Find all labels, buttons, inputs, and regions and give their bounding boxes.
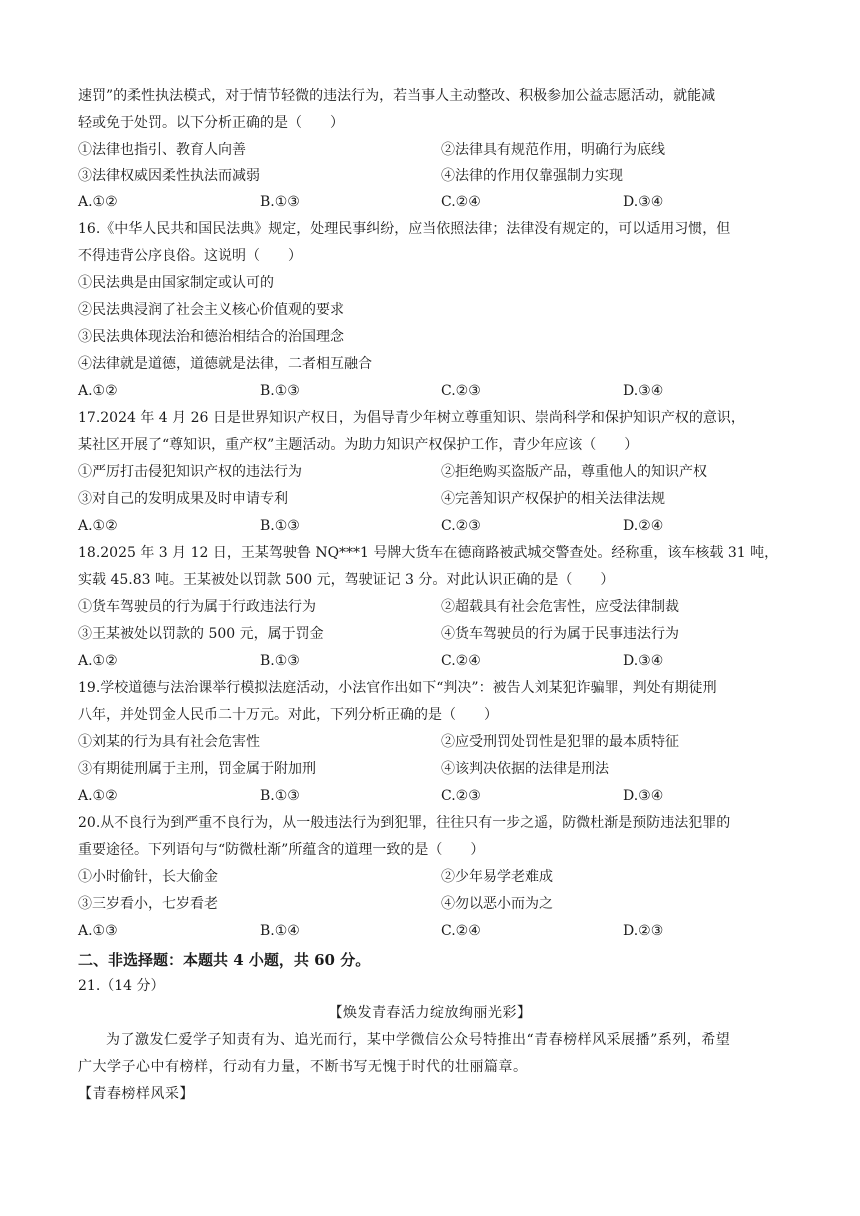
q18-option-1: ①货车驾驶员的行为属于行政违法行为 — [78, 599, 316, 615]
q20-stem-line1: 20.从不良行为到严重不良行为，从一般违法行为到犯罪，往往只有一步之遥，防微杜渐是预防违法犯罪的 — [78, 815, 731, 831]
q15-option-2: ②法律具有规范作用，明确行为底线 — [441, 142, 665, 158]
q16-stem-line2: 不得违背公序良俗。这说明（ ） — [78, 248, 302, 264]
q20-answer-a: A.①③ — [78, 923, 118, 939]
q18-stem-line2: 实载 45.83 吨。王某被处以罚款 500 元，驾驶证记 3 分。对此认识正确的是（ ） — [78, 572, 615, 588]
section-heading: 二、非选择题：本题共 4 小题，共 60 分。 — [78, 951, 371, 969]
q16-answer-b: B.①③ — [260, 383, 300, 399]
q18-answer-b: B.①③ — [260, 653, 300, 669]
q17-answer-a: A.①② — [78, 518, 118, 534]
q21-label: 21.（14 分） — [78, 978, 165, 994]
q16-answer-d: D.③④ — [623, 383, 664, 399]
q20-answer-d: D.②③ — [623, 923, 664, 939]
q18-answer-c: C.②④ — [441, 653, 481, 669]
q15-option-4: ④法律的作用仅靠强制力实现 — [441, 168, 623, 184]
q20-option-2: ②少年易学老难成 — [441, 869, 553, 885]
material-para-line1: 为了激发仁爱学子知责有为、追光而行，某中学微信公众号特推出“青春榜样风采展播”系列，希望 — [106, 1032, 731, 1048]
q17-answer-b: B.①③ — [260, 518, 300, 534]
q19-stem-line1: 19.学校道德与法治课举行模拟法庭活动，小法官作出如下“判决”：被告人刘某犯诈骗罪，判处有期徒刑 — [78, 680, 717, 696]
q15-option-1: ①法律也指引、教育人向善 — [78, 142, 246, 158]
q19-answer-c: C.②③ — [441, 788, 481, 804]
q19-answer-b: B.①③ — [260, 788, 300, 804]
q17-stem-line1: 17.2024 年 4 月 26 日是世界知识产权日，为倡导青少年树立尊重知识、崇尚科学和保护知识产权的意识， — [78, 410, 745, 426]
q17-option-2: ②拒绝购买盗版产品，尊重他人的知识产权 — [441, 464, 707, 480]
q17-option-1: ①严厉打击侵犯知识产权的违法行为 — [78, 464, 302, 480]
q18-answer-a: A.①② — [78, 653, 118, 669]
q16-option-2: ②民法典浸润了社会主义核心价值观的要求 — [78, 302, 344, 318]
q15-answer-c: C.②④ — [441, 194, 481, 210]
q18-option-2: ②超载具有社会危害性，应受法律制裁 — [441, 599, 679, 615]
q15-option-3: ③法律权威因柔性执法而减弱 — [78, 168, 260, 184]
q17-option-3: ③对自己的发明成果及时申请专利 — [78, 491, 288, 507]
q19-option-1: ①刘某的行为具有社会危害性 — [78, 734, 260, 750]
q15-stem-line2: 轻或免于处罚。以下分析正确的是（ ） — [78, 115, 344, 131]
q19-option-2: ②应受刑罚处罚性是犯罪的最本质特征 — [441, 734, 679, 750]
q19-answer-a: A.①② — [78, 788, 118, 804]
q17-answer-c: C.②③ — [441, 518, 481, 534]
q15-stem-line1: 速罚”的柔性执法模式，对于情节轻微的违法行为，若当事人主动整改、积极参加公益志愿活动，就能减 — [78, 88, 716, 104]
q17-answer-d: D.②④ — [623, 518, 664, 534]
q16-option-1: ①民法典是由国家制定或认可的 — [78, 275, 274, 291]
q19-option-4: ④该判决依据的法律是刑法 — [441, 761, 609, 777]
q18-answer-d: D.③④ — [623, 653, 664, 669]
q20-answer-c: C.②④ — [441, 923, 481, 939]
material-title: 【焕发青春活力绽放绚丽光彩】 — [328, 1005, 532, 1021]
q17-option-4: ④完善知识产权保护的相关法律法规 — [441, 491, 665, 507]
q19-answer-d: D.③④ — [623, 788, 664, 804]
q20-option-1: ①小时偷针，长大偷金 — [78, 869, 218, 885]
q16-option-3: ③民法典体现法治和德治相结合的治国理念 — [78, 329, 344, 345]
q20-option-3: ③三岁看小，七岁看老 — [78, 896, 218, 912]
material-subtitle: 【青春榜样风采】 — [78, 1086, 194, 1102]
q15-answer-a: A.①② — [78, 194, 118, 210]
q16-answer-a: A.①② — [78, 383, 118, 399]
material-para-line2: 广大学子心中有榜样，行动有力量，不断书写无愧于时代的壮丽篇章。 — [78, 1059, 528, 1075]
q20-option-4: ④勿以恶小而为之 — [441, 896, 553, 912]
q18-option-4: ④货车驾驶员的行为属于民事违法行为 — [441, 626, 679, 642]
q19-option-3: ③有期徒刑属于主刑，罚金属于附加刑 — [78, 761, 316, 777]
q17-stem-line2: 某社区开展了“尊知识，重产权”主题活动。为助力知识产权保护工作，青少年应该（ ） — [78, 437, 639, 453]
q18-stem-line1: 18.2025 年 3 月 12 日，王某驾驶鲁 NQ***1 号牌大货车在德商路被武城交警查处。经称重，该车核载 31 吨， — [78, 545, 779, 561]
q16-answer-c: C.②③ — [441, 383, 481, 399]
q18-option-3: ③王某被处以罚款的 500 元，属于罚金 — [78, 626, 324, 642]
q20-answer-b: B.①④ — [260, 923, 300, 939]
q15-answer-d: D.③④ — [623, 194, 664, 210]
q15-answer-b: B.①③ — [260, 194, 300, 210]
q20-stem-line2: 重要途径。下列语句与“防微杜渐”所蕴含的道理一致的是（ ） — [78, 842, 485, 858]
q16-option-4: ④法律就是道德，道德就是法律，二者相互融合 — [78, 356, 372, 372]
q16-stem-line1: 16.《中华人民共和国民法典》规定，处理民事纠纷，应当依照法律；法律没有规定的，可以适用习惯，但 — [78, 221, 731, 237]
q19-stem-line2: 八年，并处罚金人民币二十万元。对此，下列分析正确的是（ ） — [78, 707, 498, 723]
